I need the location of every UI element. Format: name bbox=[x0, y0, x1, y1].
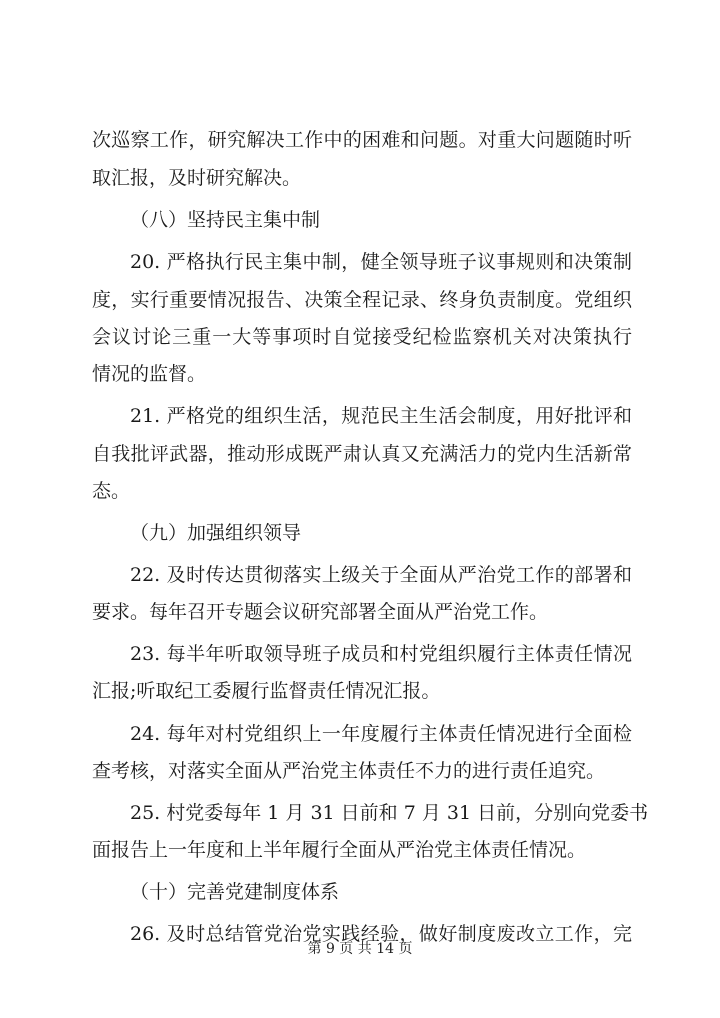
section-heading: （八）坚持民主集中制 bbox=[130, 209, 321, 231]
text-line: 查考核，对落实全面从严治党主体责任不力的进行责任追究。 bbox=[92, 760, 606, 782]
text-line: 自我批评武器，推动形成既严肃认真又充满活力的党内生活新常 bbox=[92, 443, 632, 465]
text-line: 面报告上一年度和上半年履行全面从严治党主体责任情况。 bbox=[92, 839, 587, 861]
paragraph-start: 26. 及时总结管党治党实践经验，做好制度废改立工作，完 bbox=[130, 923, 632, 945]
paragraph-start: 22. 及时传达贯彻落实上级关于全面从严治党工作的部署和 bbox=[130, 564, 632, 586]
paragraph-start: 20. 严格执行民主集中制，健全领导班子议事规则和决策制 bbox=[130, 251, 632, 273]
text-line: 情况的监督。 bbox=[92, 363, 207, 385]
paragraph-start: 21. 严格党的组织生活，规范民主生活会制度，用好批评和 bbox=[130, 405, 632, 427]
text-line: 汇报;听取纪工委履行监督责任情况汇报。 bbox=[92, 680, 441, 702]
text-line: 度，实行重要情况报告、决策全程记录、终身负责制度。党组织 bbox=[92, 289, 632, 311]
text-line: 态。 bbox=[92, 480, 131, 502]
text-line: 取汇报，及时研究解决。 bbox=[92, 167, 302, 189]
text-line: 会议讨论三重一大等事项时自觉接受纪检监察机关对决策执行 bbox=[92, 326, 632, 348]
section-heading: （十）完善党建制度体系 bbox=[130, 881, 340, 903]
paragraph-start: 25. 村党委每年 1 月 31 日前和 7 月 31 日前，分别向党委书 bbox=[130, 802, 649, 824]
section-heading: （九）加强组织领导 bbox=[130, 522, 302, 544]
paragraph-start: 23. 每半年听取领导班子成员和村党组织履行主体责任情况 bbox=[130, 643, 632, 665]
paragraph-start: 24. 每年对村党组织上一年度履行主体责任情况进行全面检 bbox=[130, 723, 632, 745]
page-number-footer: 第 9 页 共 14 页 bbox=[307, 941, 413, 957]
text-line: 要求。每年召开专题会议研究部署全面从严治党工作。 bbox=[92, 601, 549, 623]
text-line: 次巡察工作，研究解决工作中的困难和问题。对重大问题随时听 bbox=[92, 129, 632, 151]
